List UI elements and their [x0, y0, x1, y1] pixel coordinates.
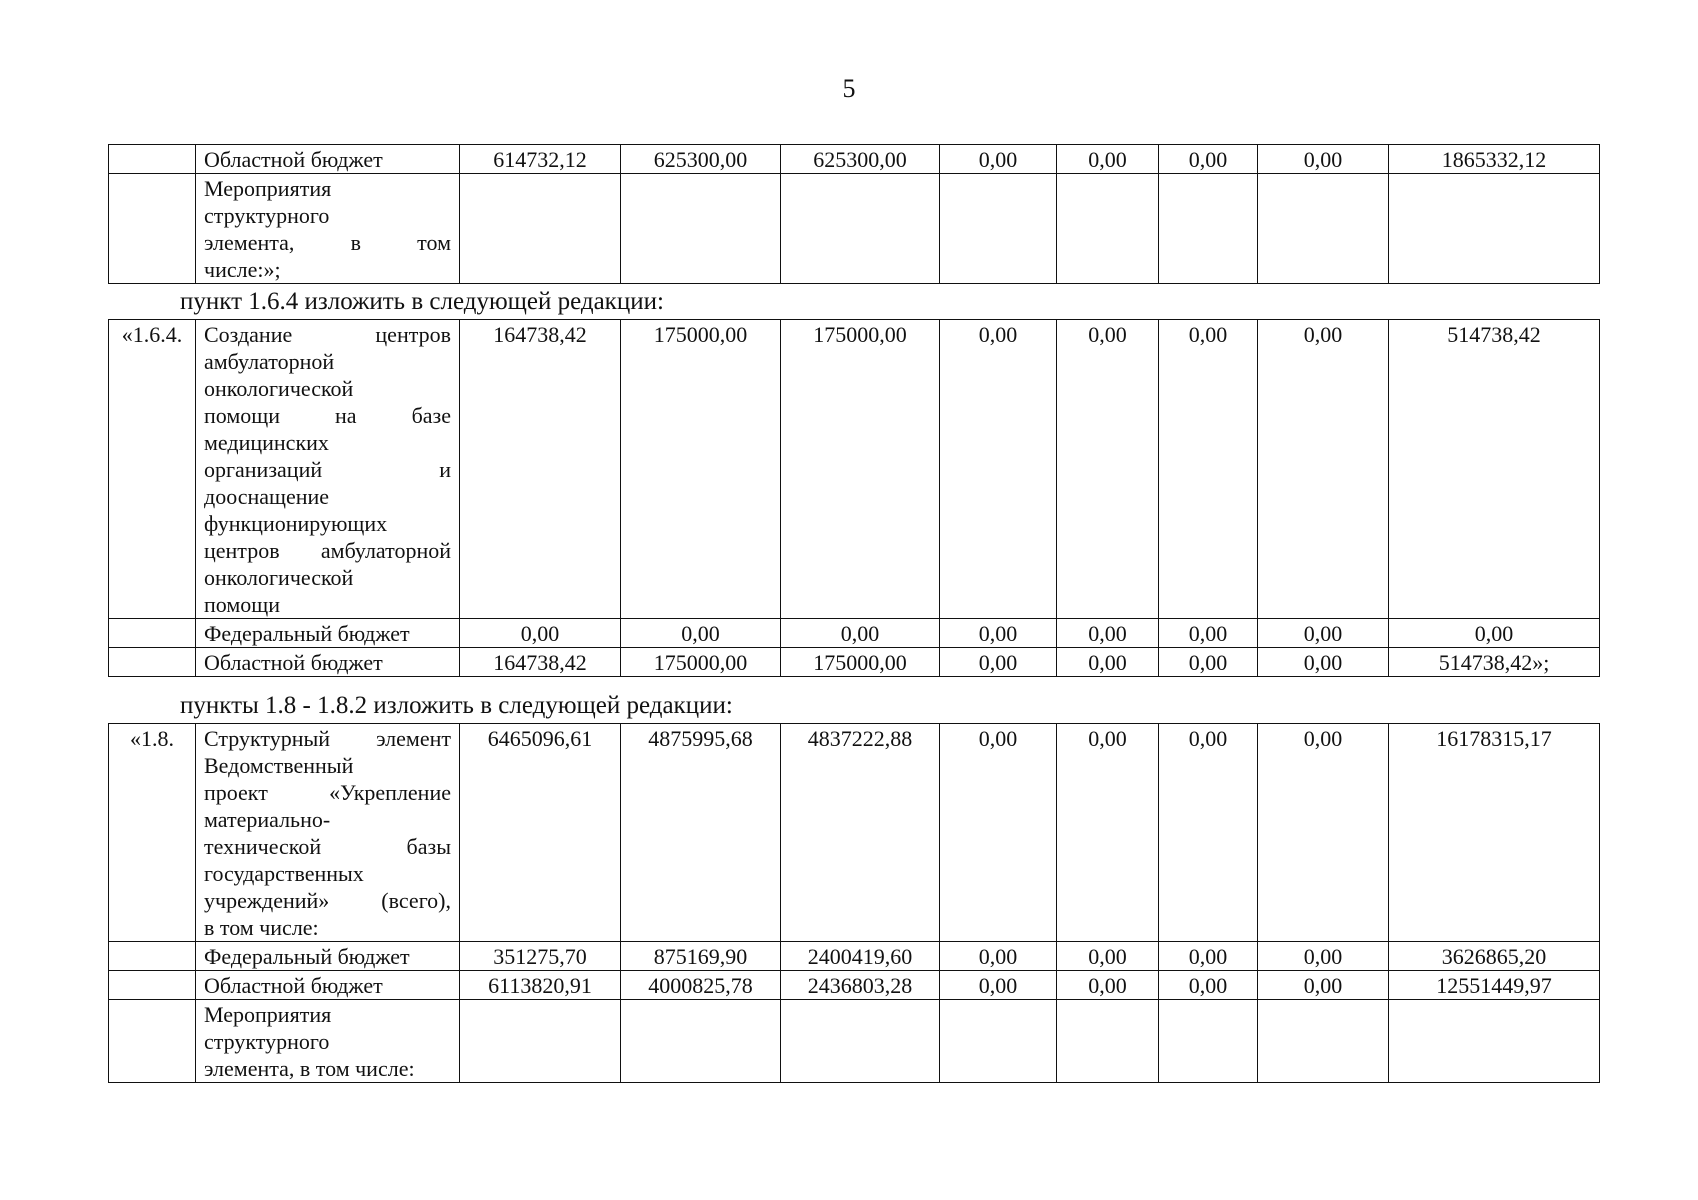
description-line: структурного [204, 1029, 330, 1054]
value-cell [460, 174, 621, 284]
description-line: помощи [204, 592, 280, 617]
value-cell: 0,00 [1057, 724, 1159, 942]
description-line: Областной бюджет [204, 973, 383, 998]
value-cell: 4837222,88 [781, 724, 940, 942]
value-cell [460, 1000, 621, 1083]
description-line: Мероприятия [204, 176, 332, 201]
table-row [109, 971, 1600, 1000]
value-cell: 3626865,20 [1389, 942, 1600, 971]
table-row [109, 619, 1600, 648]
description-line: элемента, в том [204, 230, 451, 255]
value-cell: 875169,90 [621, 942, 781, 971]
page-number: 5 [842, 74, 856, 103]
description-line: организаций и [204, 457, 451, 482]
value-cell [621, 1000, 781, 1083]
value-cell: 4875995,68 [621, 724, 781, 942]
value-cell: 0,00 [940, 942, 1057, 971]
table-row [109, 1000, 1600, 1083]
description-line: государственных [204, 861, 364, 886]
value-cell: 0,00 [1057, 942, 1159, 971]
value-cell: 6113820,91 [460, 971, 621, 1000]
item-description-cell [196, 971, 460, 1000]
value-cell: 614732,12 [460, 145, 621, 174]
value-cell: 16178315,17 [1389, 724, 1600, 942]
description-line: Структурный элемент [204, 726, 451, 751]
item-code-cell [109, 1000, 196, 1083]
value-cell [1057, 1000, 1159, 1083]
item-code-cell [109, 174, 196, 284]
value-cell [781, 1000, 940, 1083]
item-description-cell [196, 1000, 460, 1083]
value-cell [1258, 1000, 1389, 1083]
value-cell: 0,00 [1159, 648, 1258, 677]
value-cell: 514738,42 [1389, 320, 1600, 619]
value-cell: 0,00 [460, 619, 621, 648]
description-line: медицинских [204, 430, 329, 455]
value-cell: 175000,00 [781, 320, 940, 619]
value-cell: 0,00 [940, 619, 1057, 648]
amendment-instruction-1-8: пункты 1.8 - 1.8.2 изложить в следующей редакции: [180, 692, 733, 719]
value-cell: 1865332,12 [1389, 145, 1600, 174]
value-cell: 0,00 [1258, 320, 1389, 619]
value-cell: 0,00 [1159, 619, 1258, 648]
description-line: онкологической [204, 565, 354, 590]
table-row [109, 724, 1600, 942]
item-description-cell [196, 724, 460, 942]
value-cell: 0,00 [1258, 942, 1389, 971]
budget-table-item-1-6-4 [108, 319, 1600, 677]
value-cell: 0,00 [1057, 320, 1159, 619]
value-cell: 164738,42 [460, 648, 621, 677]
value-cell: 0,00 [1258, 619, 1389, 648]
value-cell: 164738,42 [460, 320, 621, 619]
value-cell: 0,00 [940, 648, 1057, 677]
value-cell: 175000,00 [781, 648, 940, 677]
value-cell [1389, 174, 1600, 284]
description-line: помощи на базе [204, 403, 451, 428]
table-row [109, 942, 1600, 971]
value-cell: 2436803,28 [781, 971, 940, 1000]
value-cell: 0,00 [1258, 648, 1389, 677]
description-line: Мероприятия [204, 1002, 332, 1027]
table-row [109, 174, 1600, 284]
value-cell: 0,00 [1057, 971, 1159, 1000]
value-cell: 0,00 [1159, 942, 1258, 971]
value-cell: 0,00 [1159, 320, 1258, 619]
description-line: материально- [204, 807, 331, 832]
amendment-instruction-1-6-4: пункт 1.6.4 изложить в следующей редакции: [180, 288, 664, 315]
description-line: проект «Укрепление [204, 780, 451, 805]
description-line: центров амбулаторной [204, 538, 451, 563]
budget-table-item-1-8 [108, 723, 1600, 1083]
item-description-cell [196, 648, 460, 677]
value-cell: 0,00 [621, 619, 781, 648]
description-line: амбулаторной [204, 349, 335, 374]
value-cell: 351275,70 [460, 942, 621, 971]
table-row [109, 320, 1600, 619]
table-row [109, 648, 1600, 677]
item-description-cell [196, 145, 460, 174]
value-cell: 2400419,60 [781, 942, 940, 971]
value-cell: 0,00 [940, 724, 1057, 942]
value-cell: 514738,42»; [1389, 648, 1600, 677]
value-cell: 0,00 [1258, 971, 1389, 1000]
description-line: элемента, в том числе: [204, 1056, 415, 1081]
value-cell: 4000825,78 [621, 971, 781, 1000]
item-description-cell [196, 320, 460, 619]
description-line: Областной бюджет [204, 147, 383, 172]
item-description-cell [196, 174, 460, 284]
item-code-cell: «1.6.4. [109, 320, 196, 619]
description-line: числе:»; [204, 257, 281, 282]
value-cell: 0,00 [1057, 619, 1159, 648]
value-cell: 0,00 [940, 320, 1057, 619]
value-cell: 0,00 [1159, 971, 1258, 1000]
item-description-cell [196, 942, 460, 971]
description-line: Создание центров [204, 322, 451, 347]
description-line: структурного [204, 203, 330, 228]
item-code-cell [109, 971, 196, 1000]
description-line: Областной бюджет [204, 650, 383, 675]
value-cell: 175000,00 [621, 320, 781, 619]
value-cell: 0,00 [1159, 145, 1258, 174]
budget-table-continuation [108, 144, 1600, 284]
value-cell: 0,00 [1258, 145, 1389, 174]
item-code-cell [109, 145, 196, 174]
item-code-cell: «1.8. [109, 724, 196, 942]
value-cell: 0,00 [940, 971, 1057, 1000]
description-line: Федеральный бюджет [204, 944, 410, 969]
item-code-cell [109, 942, 196, 971]
item-code-cell [109, 648, 196, 677]
value-cell [940, 1000, 1057, 1083]
value-cell: 625300,00 [781, 145, 940, 174]
description-line: Ведомственный [204, 753, 354, 778]
description-line: Федеральный бюджет [204, 621, 410, 646]
value-cell [1258, 174, 1389, 284]
item-code-cell [109, 619, 196, 648]
description-line: дооснащение [204, 484, 330, 509]
value-cell: 0,00 [1159, 724, 1258, 942]
description-line: в том числе: [204, 915, 319, 940]
value-cell: 0,00 [1057, 145, 1159, 174]
value-cell: 0,00 [1057, 648, 1159, 677]
value-cell [1389, 1000, 1600, 1083]
value-cell: 0,00 [781, 619, 940, 648]
description-line: учреждений» (всего), [204, 888, 451, 913]
value-cell: 625300,00 [621, 145, 781, 174]
value-cell: 0,00 [1389, 619, 1600, 648]
description-line: онкологической [204, 376, 354, 401]
value-cell: 6465096,61 [460, 724, 621, 942]
description-line: функционирующих [204, 511, 388, 536]
description-line: технической базы [204, 834, 451, 859]
table-row [109, 145, 1600, 174]
value-cell [781, 174, 940, 284]
value-cell [1159, 174, 1258, 284]
value-cell: 175000,00 [621, 648, 781, 677]
value-cell [1057, 174, 1159, 284]
value-cell [940, 174, 1057, 284]
item-description-cell [196, 619, 460, 648]
value-cell: 0,00 [1258, 724, 1389, 942]
value-cell: 0,00 [940, 145, 1057, 174]
value-cell: 12551449,97 [1389, 971, 1600, 1000]
value-cell [1159, 1000, 1258, 1083]
value-cell [621, 174, 781, 284]
